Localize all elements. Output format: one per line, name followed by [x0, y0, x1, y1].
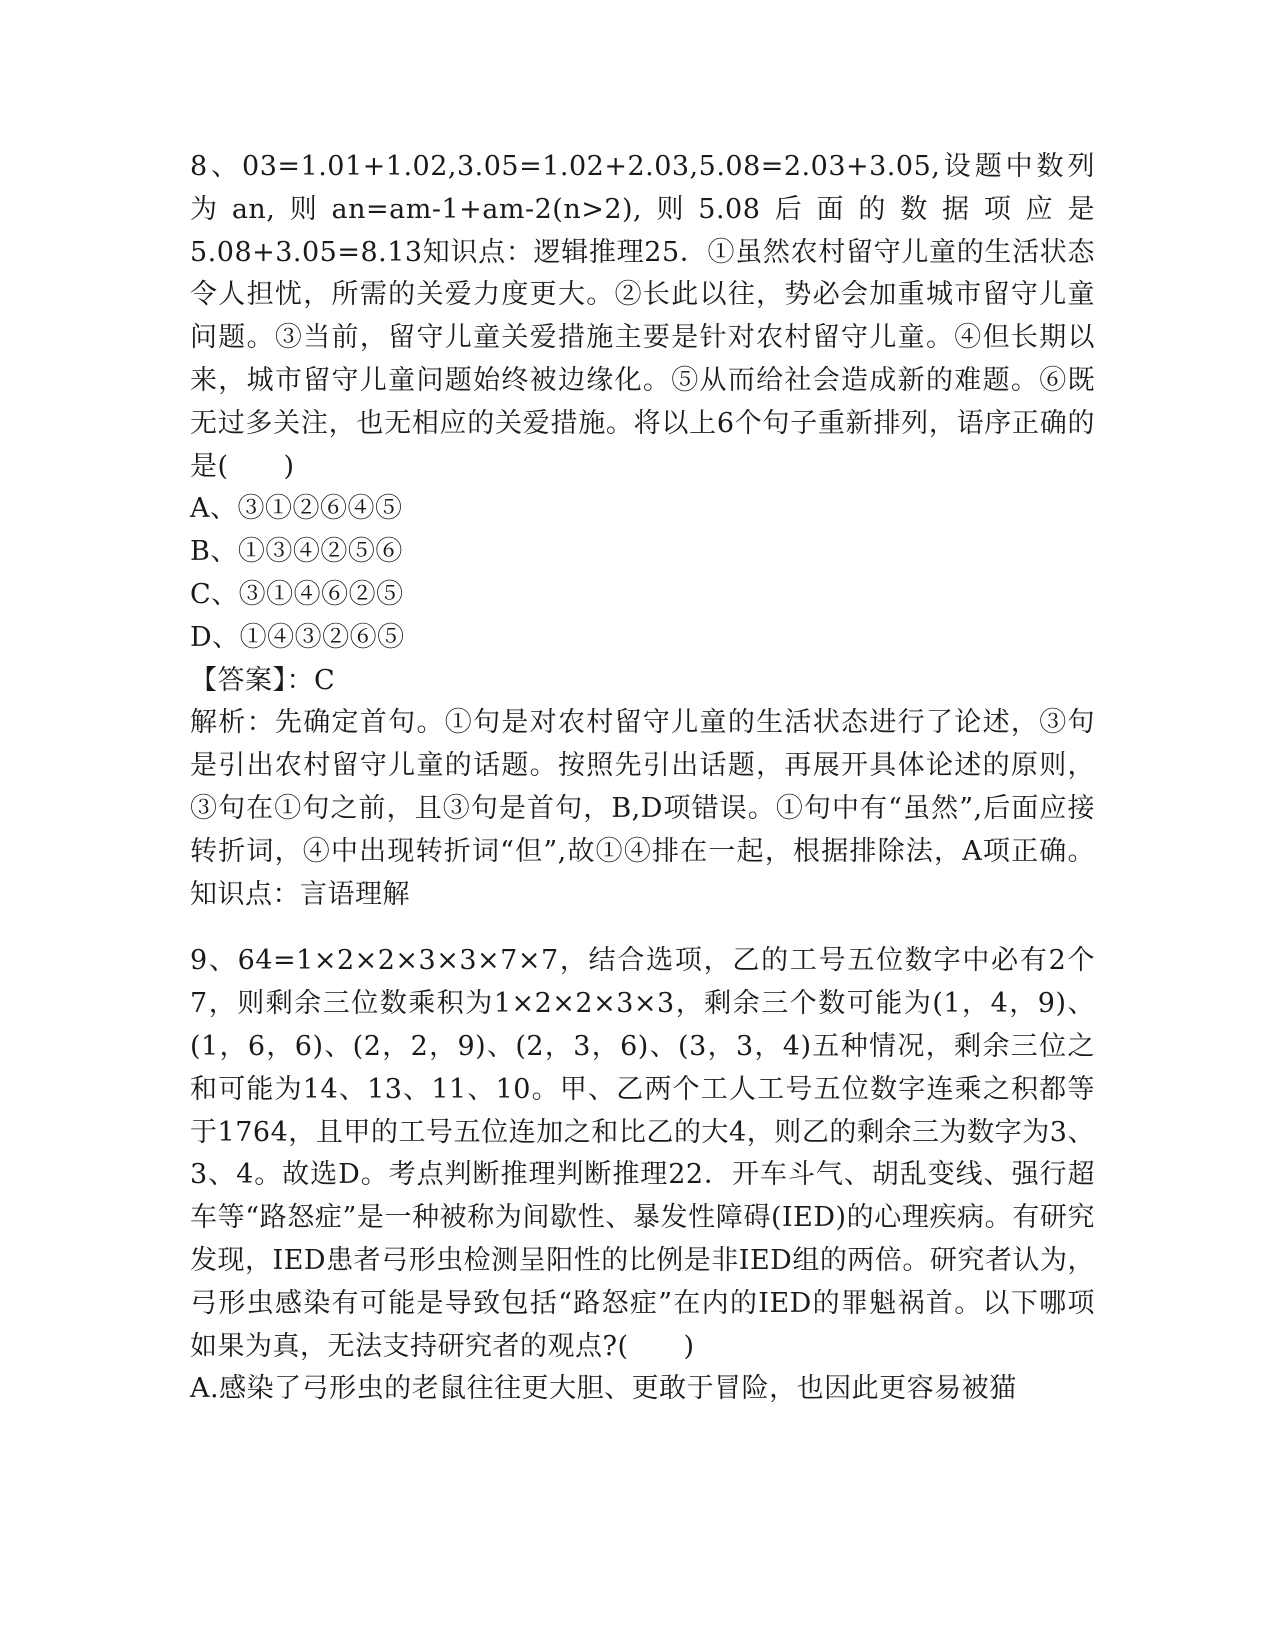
paragraph-gap [190, 916, 1095, 940]
q8-option-b: B、①③④②⑤⑥ [190, 536, 403, 568]
q8-option-c: C、③①④⑥②⑤ [190, 578, 404, 610]
q8-stem: 8、03=1.01+1.02,3.05=1.02+2.03,5.08=2.03+3.05,设题中数列为an,则an=am-1+am-2(n>2),则5.08后面的数据项应是5.08+3.05=8.13知识点：逻辑推理25．①虽然农村留守儿童的生活状态令人担忧，所需的关爱力度更大。②长此以往，势必会加重城市留守儿童问题。③当前，留守儿童关爱措施主要是针对农村留守儿童。④但长期以来，城市留守儿童问题始终被边缘化。⑤从而给社会造成新的难题。⑥既无过多关注，也无相应的关爱措施。将以上6个句子重新排列，语序正确的是( ) [190, 151, 1095, 482]
q9-stem: 9、64=1×2×2×3×3×7×7，结合选项，乙的工号五位数字中必有2个7，则剩余三位数乘积为1×2×2×3×3，剩余三个数可能为(1，4，9)、(1，6，6)、(2，2，9)、(2，3，6)、(3，3，4)五种情况，剩余三位之和可能为14、13、11、10。甲、乙两个工人工号五位数字连乘之积都等于1764，且甲的工号五位连加之和比乙的大4，则乙的剩余三为数字为3、3、4。故选D。考点判断推理判断推理22．开车斗气、胡乱变线、强行超车等“路怒症”是一种被称为间歇性、暴发性障碍(IED)的心理疾病。有研究发现，IED患者弓形虫检测呈阳性的比例是非IED组的两倍。研究者认为，弓形虫感染有可能是导致包括“路怒症”在内的IED的罪魁祸首。以下哪项如果为真，无法支持研究者的观点?( ) [190, 945, 1095, 1362]
q8-option-a: A、③①②⑥④⑤ [190, 493, 403, 525]
q8-answer: 【答案】：C [190, 664, 336, 696]
q8-explanation: 解析：先确定首句。①句是对农村留守儿童的生活状态进行了论述，③句是引出农村留守儿童的话题。按照先引出话题，再展开具体论述的原则，③句在①句之前，且③句是首句，B,D项错误。①句中有“虽然”,后面应接转折词，④中出现转折词“但”,故①④排在一起，根据排除法，A项正确。知识点：言语理解 [190, 707, 1095, 910]
q8-option-d: D、①④③②⑥⑤ [190, 621, 405, 653]
document-page [190, 146, 1095, 1411]
q9-option-a: A.感染了弓形虫的老鼠往往更大胆、更敢于冒险，也因此更容易被猫 [190, 1373, 1017, 1405]
